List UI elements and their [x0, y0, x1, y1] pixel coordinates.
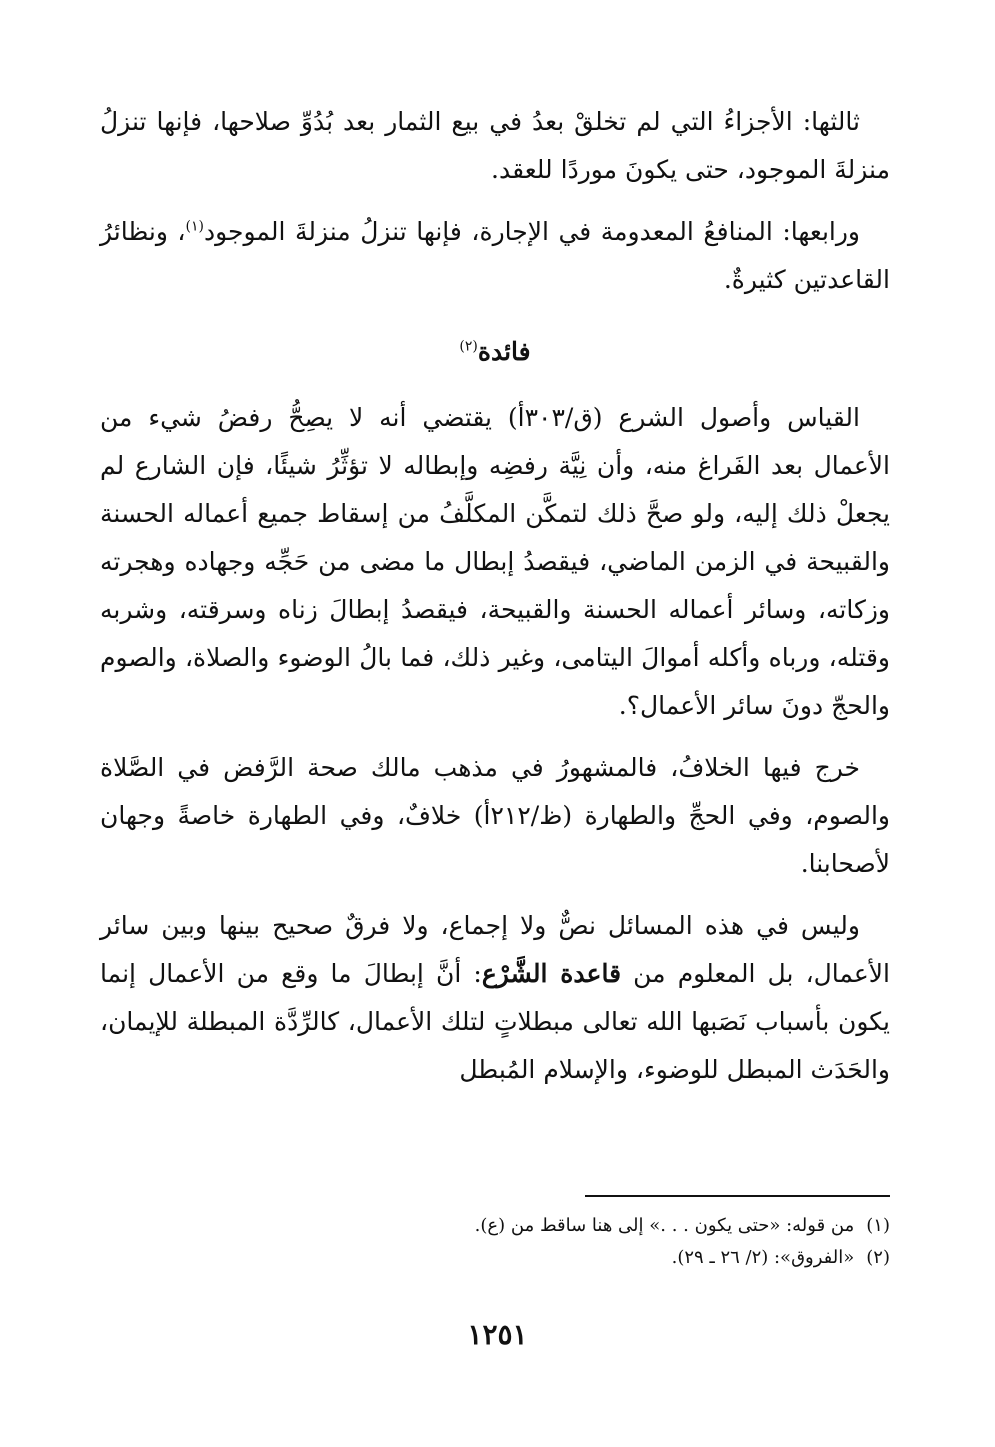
section-heading-title: فائدة — [477, 337, 531, 366]
paragraph-qiyas: القياس وأصول الشرع (ق/٣٠٣أ) يقتضي أنه لا يصِحُّ رفضُ شيء من الأعمال بعد الفَراغ منه، وأن نِيَّة رفضِه وإبطاله لا تؤثِّرُ شيئًا، فإن الشارع لم يجعلْ ذلك إليه، ولو صحَّ ذلك لتمكَّن المكلَّفُ من إسقاط جميع أعماله الحسنة والقبيحة في الزمن الماضي، فيقصدُ إبطال ما مضى من حَجِّه وجهاده وهجرته وزكاته، وسائر أعماله الحسنة والقبيحة، فيقصدُ إبطالَ زناه وسرقته، وشربه وقتله، ورباه وأكله أموالَ اليتامى، وغير ذلك، فما بالُ الوضوء والصلاة، والصوم والحجّ دونَ سائر الأعمال؟. — [100, 403, 890, 720]
footnotes — [100, 1210, 890, 1274]
footnote-ref-2: (٢) — [459, 338, 478, 355]
paragraph-masail-b: : أنَّ إبطالَ ما وقع من الأعمال إنما يكون بأسباب نَصَبها الله تعالى مبطلاتٍ لتلك الأعمال، كالرِّدَّة المبطلة للإيمان، والحَدَث المبطل للوضوء، والإسلام المُبطل — [100, 959, 890, 1084]
footnote-divider — [585, 1195, 890, 1197]
footnote-2-text: «الفروق»: (٢/ ٢٦ ـ ٢٩). — [671, 1247, 855, 1268]
footnote-1-number: (١) — [866, 1215, 890, 1236]
page-body — [100, 98, 890, 1398]
section-heading — [100, 332, 890, 372]
paragraph-masail-bold: قاعدة الشَّرْع — [481, 959, 622, 988]
footnote-ref-1: (١) — [185, 218, 204, 235]
paragraph-fourth-tail: ، ونظائرُ القاعدتين كثيرةٌ. — [100, 217, 890, 294]
paragraph-fourth — [100, 208, 890, 304]
footnote-1-text: من قوله: «حتى يكون . . .» إلى هنا ساقط من (ع). — [474, 1215, 855, 1236]
footnote-1 — [100, 1210, 890, 1242]
footnote-2-number: (٢) — [866, 1247, 890, 1268]
paragraph-masail-a: وليس في هذه المسائل نصٌّ ولا إجماع، ولا فرقٌ صحيح بينها وبين سائر الأعمال، بل المعلوم من — [100, 911, 890, 988]
paragraph-third: ثالثها: الأجزاءُ التي لم تخلقْ بعدُ في بيع الثمار بعد بُدُوِّ صلاحها، فإنها تنزلُ منزلةَ الموجود، حتى يكونَ موردًا للعقد. — [100, 107, 890, 184]
paragraph-fourth-text: ورابعها: المنافعُ المعدومة في الإجارة، فإنها تنزلُ منزلةَ الموجود — [203, 217, 860, 246]
paragraph-khilaf: خرج فيها الخلافُ، فالمشهورُ في مذهب مالك صحة الرَّفض في الصَّلاة والصوم، وفي الحجِّ والطهارة (ظ/٢١٢أ) خلافٌ، وفي الطهارة خاصةً وجهان لأصحابنا. — [100, 753, 890, 878]
footnote-2 — [100, 1242, 890, 1274]
paragraph-masail — [100, 902, 890, 1094]
page-number: ١٢٥١ — [467, 1318, 528, 1351]
